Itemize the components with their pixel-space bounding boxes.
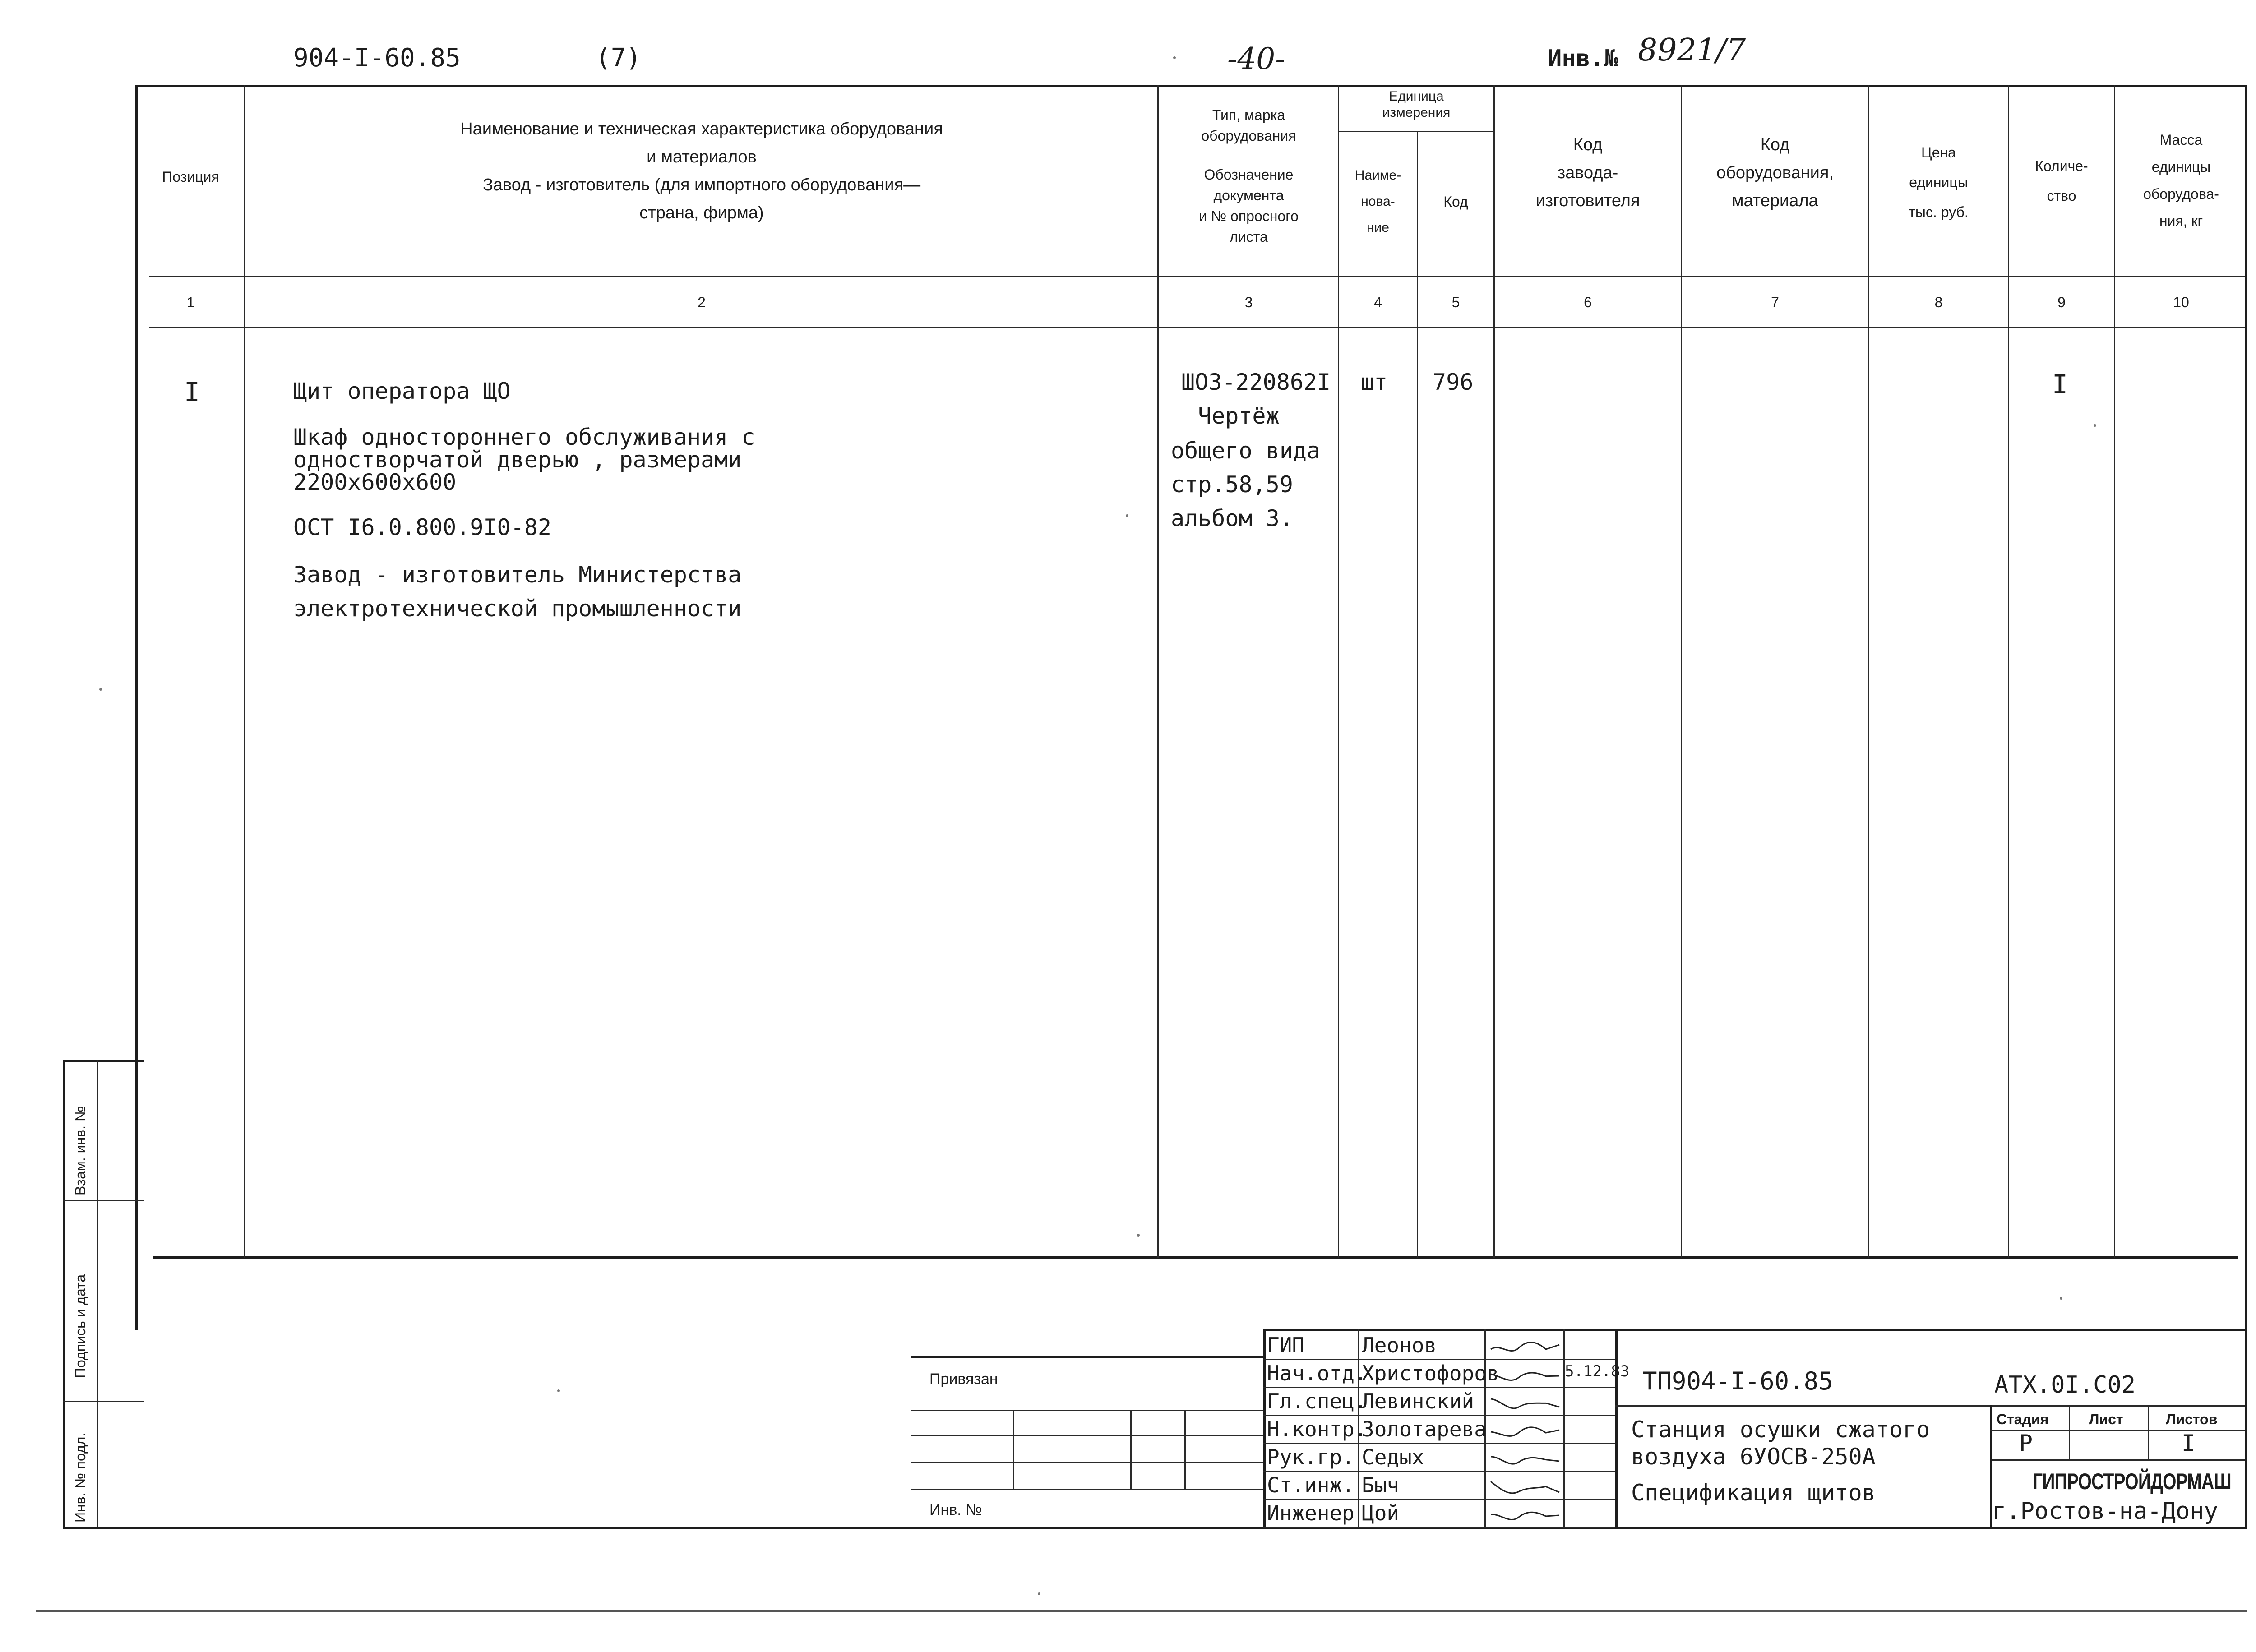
- colnum-5: 5: [1452, 294, 1460, 310]
- signature-role: Нач.отд.: [1267, 1361, 1367, 1385]
- signature-row-line: [1263, 1415, 1615, 1416]
- signature-role: Гл.спец.: [1267, 1389, 1367, 1413]
- title-div-1: [1615, 1405, 2245, 1407]
- header-col-6: Код завода- изготовителя: [1535, 135, 1640, 210]
- row-name-line-5: ОСТ I6.0.800.9I0-82: [293, 514, 551, 540]
- signature-mark: [1487, 1474, 1564, 1499]
- row-name-line-3: одностворчатой дверью , размерами: [293, 447, 742, 473]
- sheet-code: АТХ.0I.С02: [1994, 1371, 2136, 1398]
- sheets-label: Листов: [2166, 1411, 2218, 1427]
- table-bottom-border: [153, 1256, 2238, 1259]
- margin-div-2: [63, 1401, 144, 1402]
- header-col-4: Наиме- нова- ние: [1355, 168, 1401, 235]
- numbers-bottom-border: [149, 327, 2247, 328]
- title-line-1: Станция осушки сжатого: [1631, 1417, 1930, 1443]
- row-name-line-4: 2200x600x600: [293, 469, 457, 495]
- privyazan-row-3: [911, 1462, 1263, 1463]
- col-sep-5: [1493, 85, 1495, 1258]
- colnum-8: 8: [1934, 294, 1943, 310]
- colnum-7: 7: [1771, 294, 1779, 310]
- sig-block-left: [1263, 1329, 1266, 1527]
- privyazan-col-2: [1130, 1410, 1132, 1489]
- signature-name: Христофоров: [1362, 1361, 1499, 1385]
- privyazan-top: [911, 1356, 1263, 1358]
- colnum-4: 4: [1374, 294, 1382, 310]
- signature-row-line: [1263, 1471, 1615, 1472]
- signature-name: Леонов: [1362, 1333, 1437, 1357]
- colnum-3: 3: [1244, 294, 1253, 310]
- row-unit-code: 796: [1433, 369, 1474, 395]
- header-col-7: Код оборудования, материала: [1716, 135, 1834, 210]
- header-col-8: Цена единицы тыс. руб.: [1909, 144, 1969, 220]
- colnum-2: 2: [698, 294, 706, 310]
- signature-name: Цой: [1362, 1501, 1400, 1525]
- sheet-bottom-border: [63, 1527, 2247, 1529]
- row-unit-name: шт: [1360, 369, 1388, 395]
- header-col-3: Тип, марка оборудования Обозначение документа и № опросного листа: [1199, 107, 1299, 245]
- signature-role: ГИП: [1267, 1333, 1305, 1357]
- header-col-5: Код: [1443, 194, 1468, 210]
- title-line-3: Спецификация щитов: [1631, 1480, 1876, 1506]
- signature-mark: [1487, 1362, 1564, 1387]
- colnum-10: 10: [2173, 294, 2189, 310]
- col-sep-3: [1338, 85, 1339, 1258]
- sig-block-top: [1263, 1329, 2245, 1331]
- margin-outer-border: [63, 1060, 65, 1529]
- scan-speck: [1038, 1592, 1040, 1595]
- margin-label-inv-podl: Инв. № подл.: [72, 1432, 88, 1523]
- sheet-paren: (7): [596, 43, 642, 73]
- scan-speck: [1137, 1234, 1140, 1237]
- margin-label-vzam: Взам. инв. №: [72, 1106, 88, 1195]
- col-sep-9: [2114, 85, 2115, 1258]
- col-sep-6: [1681, 85, 1682, 1258]
- col-sep-8: [2008, 85, 2009, 1258]
- header-col-9: Количе- ство: [2035, 158, 2088, 204]
- signature-name: Седых: [1362, 1445, 1424, 1469]
- signature-role: Ст.инж.: [1267, 1473, 1355, 1497]
- org-name: ГИПРОСТРОЙДОРМАШ: [2033, 1469, 2231, 1494]
- row-name-line-2: Шкаф одностороннего обслуживания с: [293, 424, 755, 450]
- colnum-9: 9: [2057, 294, 2066, 310]
- org-city: г.Ростов-на-Дону: [1992, 1498, 2218, 1525]
- signature-mark: [1487, 1446, 1564, 1471]
- sig-date: 5.12.83: [1565, 1362, 1630, 1380]
- signature-role: Рук.гр.: [1267, 1445, 1355, 1469]
- signature-name: Быч: [1362, 1473, 1400, 1497]
- header-col-1: Позиция: [162, 169, 219, 185]
- row-name-line-7: электротехнической промышленности: [293, 595, 742, 622]
- inv-value: 8921/7: [1638, 32, 1746, 68]
- signature-mark: [1487, 1502, 1564, 1527]
- privyazan-label: Привязан: [929, 1371, 998, 1388]
- outer-trim-line: [36, 1610, 2247, 1612]
- col-sep-1: [244, 85, 245, 1258]
- privyazan-row-4: [911, 1489, 1263, 1490]
- signature-mark: [1487, 1418, 1564, 1443]
- row-name-line-1: Щит оператора ЩО: [293, 378, 511, 404]
- table-left-border: [135, 85, 138, 1330]
- signature-row-line: [1263, 1527, 1615, 1528]
- margin-inner-border: [97, 1060, 98, 1529]
- page-number: -40-: [1227, 42, 1285, 76]
- sheet-right-border: [2245, 85, 2247, 1528]
- signature-name: Золотарева: [1362, 1417, 1487, 1441]
- title-stage-col: [2069, 1405, 2070, 1459]
- header-col-10: Масса единицы оборудова- ния, кг: [2143, 132, 2219, 229]
- col-sep-7: [1868, 85, 1869, 1258]
- project-code: 904-I-60.85: [293, 43, 461, 73]
- stage-label: Стадия: [1997, 1411, 2049, 1427]
- scan-speck: [2094, 424, 2096, 427]
- header-unit-group: Единица измерения: [1382, 89, 1451, 120]
- row-type-line-5: альбом 3.: [1171, 505, 1293, 531]
- scan-speck: [2060, 1297, 2062, 1300]
- signature-row-line: [1263, 1443, 1615, 1444]
- scan-speck: [1173, 56, 1176, 59]
- signature-mark: [1487, 1390, 1564, 1415]
- row-quantity: I: [2052, 369, 2068, 400]
- signature-role: Н.контр.: [1267, 1417, 1367, 1441]
- signature-name: Левинский: [1362, 1389, 1475, 1413]
- colnum-6: 6: [1584, 294, 1592, 310]
- margin-top-border: [63, 1060, 144, 1062]
- signature-row-line: [1263, 1359, 1615, 1360]
- row-position: I: [184, 377, 200, 407]
- header-bottom-border: [149, 276, 2247, 277]
- sheets-value: I: [2182, 1430, 2196, 1456]
- title-sheet-col: [2148, 1405, 2149, 1459]
- inv-label: Инв.№: [1548, 45, 1618, 72]
- table-top-border: [135, 85, 2247, 87]
- sheet-label: Лист: [2089, 1411, 2123, 1427]
- row-name-line-6: Завод - изготовитель Министерства: [293, 562, 742, 588]
- signature-mark: [1487, 1334, 1564, 1359]
- scan-speck: [99, 688, 102, 691]
- sig-block-right: [1615, 1329, 1618, 1527]
- title-line-2: воздуха 6УОСВ-250А: [1631, 1444, 1876, 1470]
- privyazan-row-2: [911, 1435, 1263, 1436]
- privyazan-inv-label: Инв. №: [929, 1501, 982, 1518]
- margin-label-podpis: Подпись и дата: [72, 1274, 88, 1378]
- stage-value: Р: [2019, 1430, 2033, 1456]
- signature-role: Инженер: [1267, 1501, 1355, 1525]
- col-sep-2: [1157, 85, 1159, 1258]
- doc-code: ТП904-I-60.85: [1642, 1367, 1833, 1395]
- row-type-line-3: общего вида: [1171, 438, 1321, 464]
- row-type-line-4: стр.58,59: [1171, 471, 1293, 498]
- privyazan-row-1: [911, 1410, 1263, 1411]
- privyazan-col-1: [1013, 1410, 1014, 1489]
- row-type-line-2: Чертёж: [1198, 403, 1280, 429]
- header-col-2: Наименование и техническая характеристика оборудования и материалов Завод - изготовитель (для импортного оборудования— страна, фирма): [460, 120, 943, 222]
- margin-div-1: [63, 1200, 144, 1201]
- privyazan-col-3: [1184, 1410, 1186, 1489]
- scan-speck: [1126, 514, 1128, 517]
- signature-row-line: [1263, 1387, 1615, 1388]
- scan-speck: [557, 1389, 560, 1392]
- signature-row-line: [1263, 1499, 1615, 1500]
- unit-group-divider: [1338, 131, 1493, 132]
- title-div-2: [1990, 1459, 2245, 1461]
- colnum-1: 1: [186, 294, 195, 310]
- row-type-line-1: ШО3-220862I: [1181, 369, 1331, 395]
